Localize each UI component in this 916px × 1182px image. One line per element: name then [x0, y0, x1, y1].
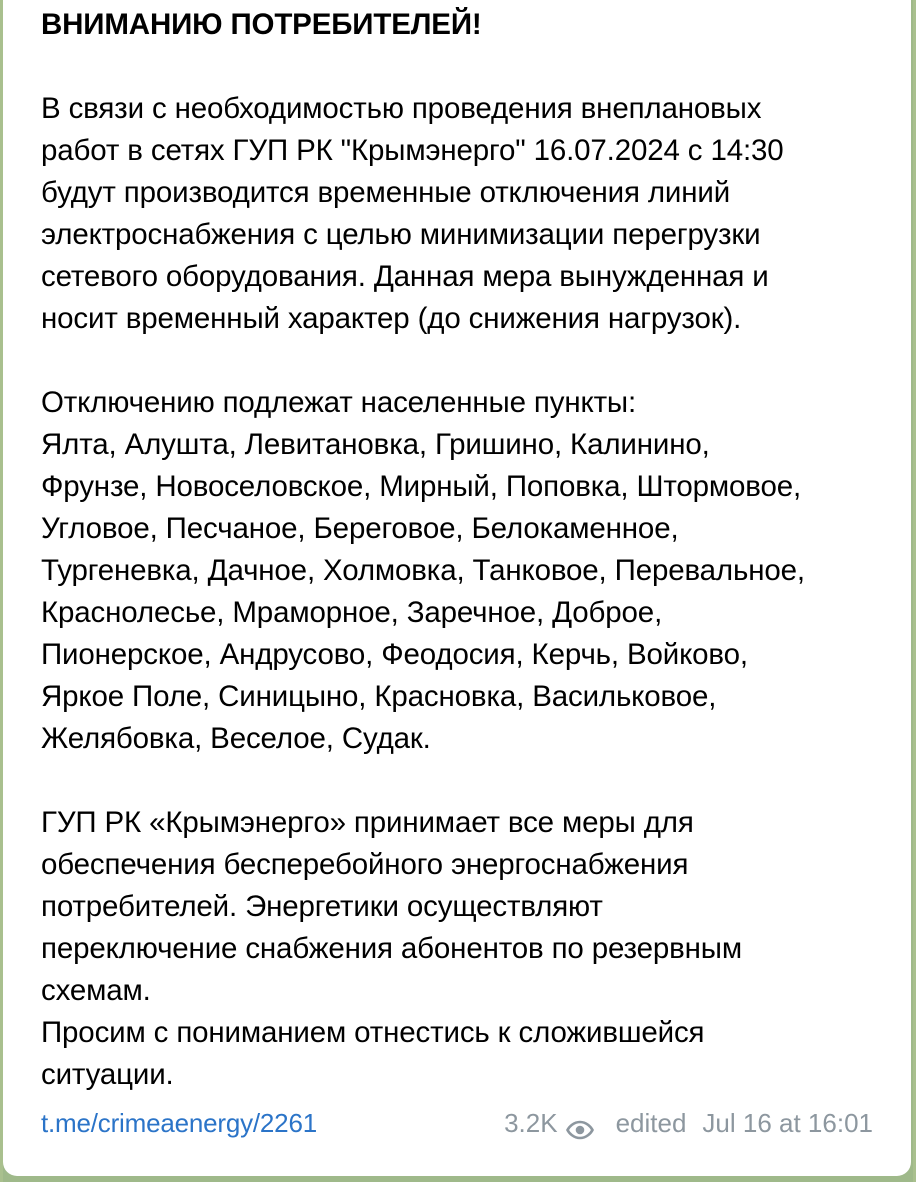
text-line: Фрунзе, Новоселовское, Мирный, Поповка, Штормовое, [41, 470, 802, 503]
text-line: сетевого оборудования. Данная мера вынужденная и [41, 260, 769, 293]
text-line: В связи с необходимостью проведения внеплановых [41, 92, 762, 125]
paragraph-gap [41, 760, 897, 802]
text-line: ситуации. [41, 1058, 174, 1091]
text-line: схемам. [41, 974, 151, 1007]
paragraph-gap [41, 46, 897, 88]
eye-icon [566, 1113, 594, 1135]
message-meta [504, 1104, 873, 1142]
text-line: Отключению подлежат населенные пункты: [41, 386, 637, 419]
view-count: 3.2K [504, 1108, 558, 1138]
text-line: носит временный характер (до снижения нагрузок). [41, 302, 742, 335]
text-line: Яркое Поле, Синицыно, Красновка, Васильковое, [41, 680, 717, 713]
text-line: Ялта, Алушта, Левитановка, Гришино, Калинино, [41, 428, 710, 461]
text-line: электроснабжения с целью минимизации перегрузки [41, 218, 761, 251]
text-line: ГУП РК «Крымэнерго» принимает все меры для [41, 806, 694, 839]
text-line: работ в сетях ГУП РК "Крымэнерго" 16.07.2024 с 14:30 [41, 134, 784, 167]
paragraph-settlements [41, 382, 897, 760]
text-line: Угловое, Песчаное, Береговое, Белокаменное, [41, 512, 679, 545]
edited-label: edited [615, 1108, 687, 1138]
text-line: Краснолесье, Мраморное, Заречное, Доброе, [41, 596, 663, 629]
text-line: обеспечения бесперебойного энергоснабжения [41, 848, 689, 881]
text-line: Пионерское, Андрусово, Феодосия, Керчь, Войково, [41, 638, 748, 671]
message-timestamp: Jul 16 at 16:01 [702, 1108, 873, 1138]
text-line: будут производится временные отключения линий [41, 176, 731, 209]
text-line: потребителей. Энергетики осуществляют [41, 890, 603, 923]
text-line: Желябовка, Веселое, Судак. [41, 722, 431, 755]
text-line: переключение снабжения абонентов по резервным [41, 932, 742, 965]
message-bubble [3, 0, 911, 1176]
message-footer [41, 1104, 873, 1142]
paragraph-measures [41, 802, 897, 1096]
paragraph-gap [41, 340, 897, 382]
text-line: Тургеневка, Дачное, Холмовка, Танковое, Перевальное, [41, 554, 805, 587]
paragraph-outage-notice [41, 88, 897, 340]
text-line: Просим с пониманием отнестись к сложившейся [41, 1016, 705, 1049]
message-text [41, 4, 897, 1096]
message-heading: ВНИМАНИЮ ПОТРЕБИТЕЛЕЙ! [41, 8, 482, 41]
post-link[interactable]: t.me/crimeaenergy/2261 [41, 1108, 317, 1138]
